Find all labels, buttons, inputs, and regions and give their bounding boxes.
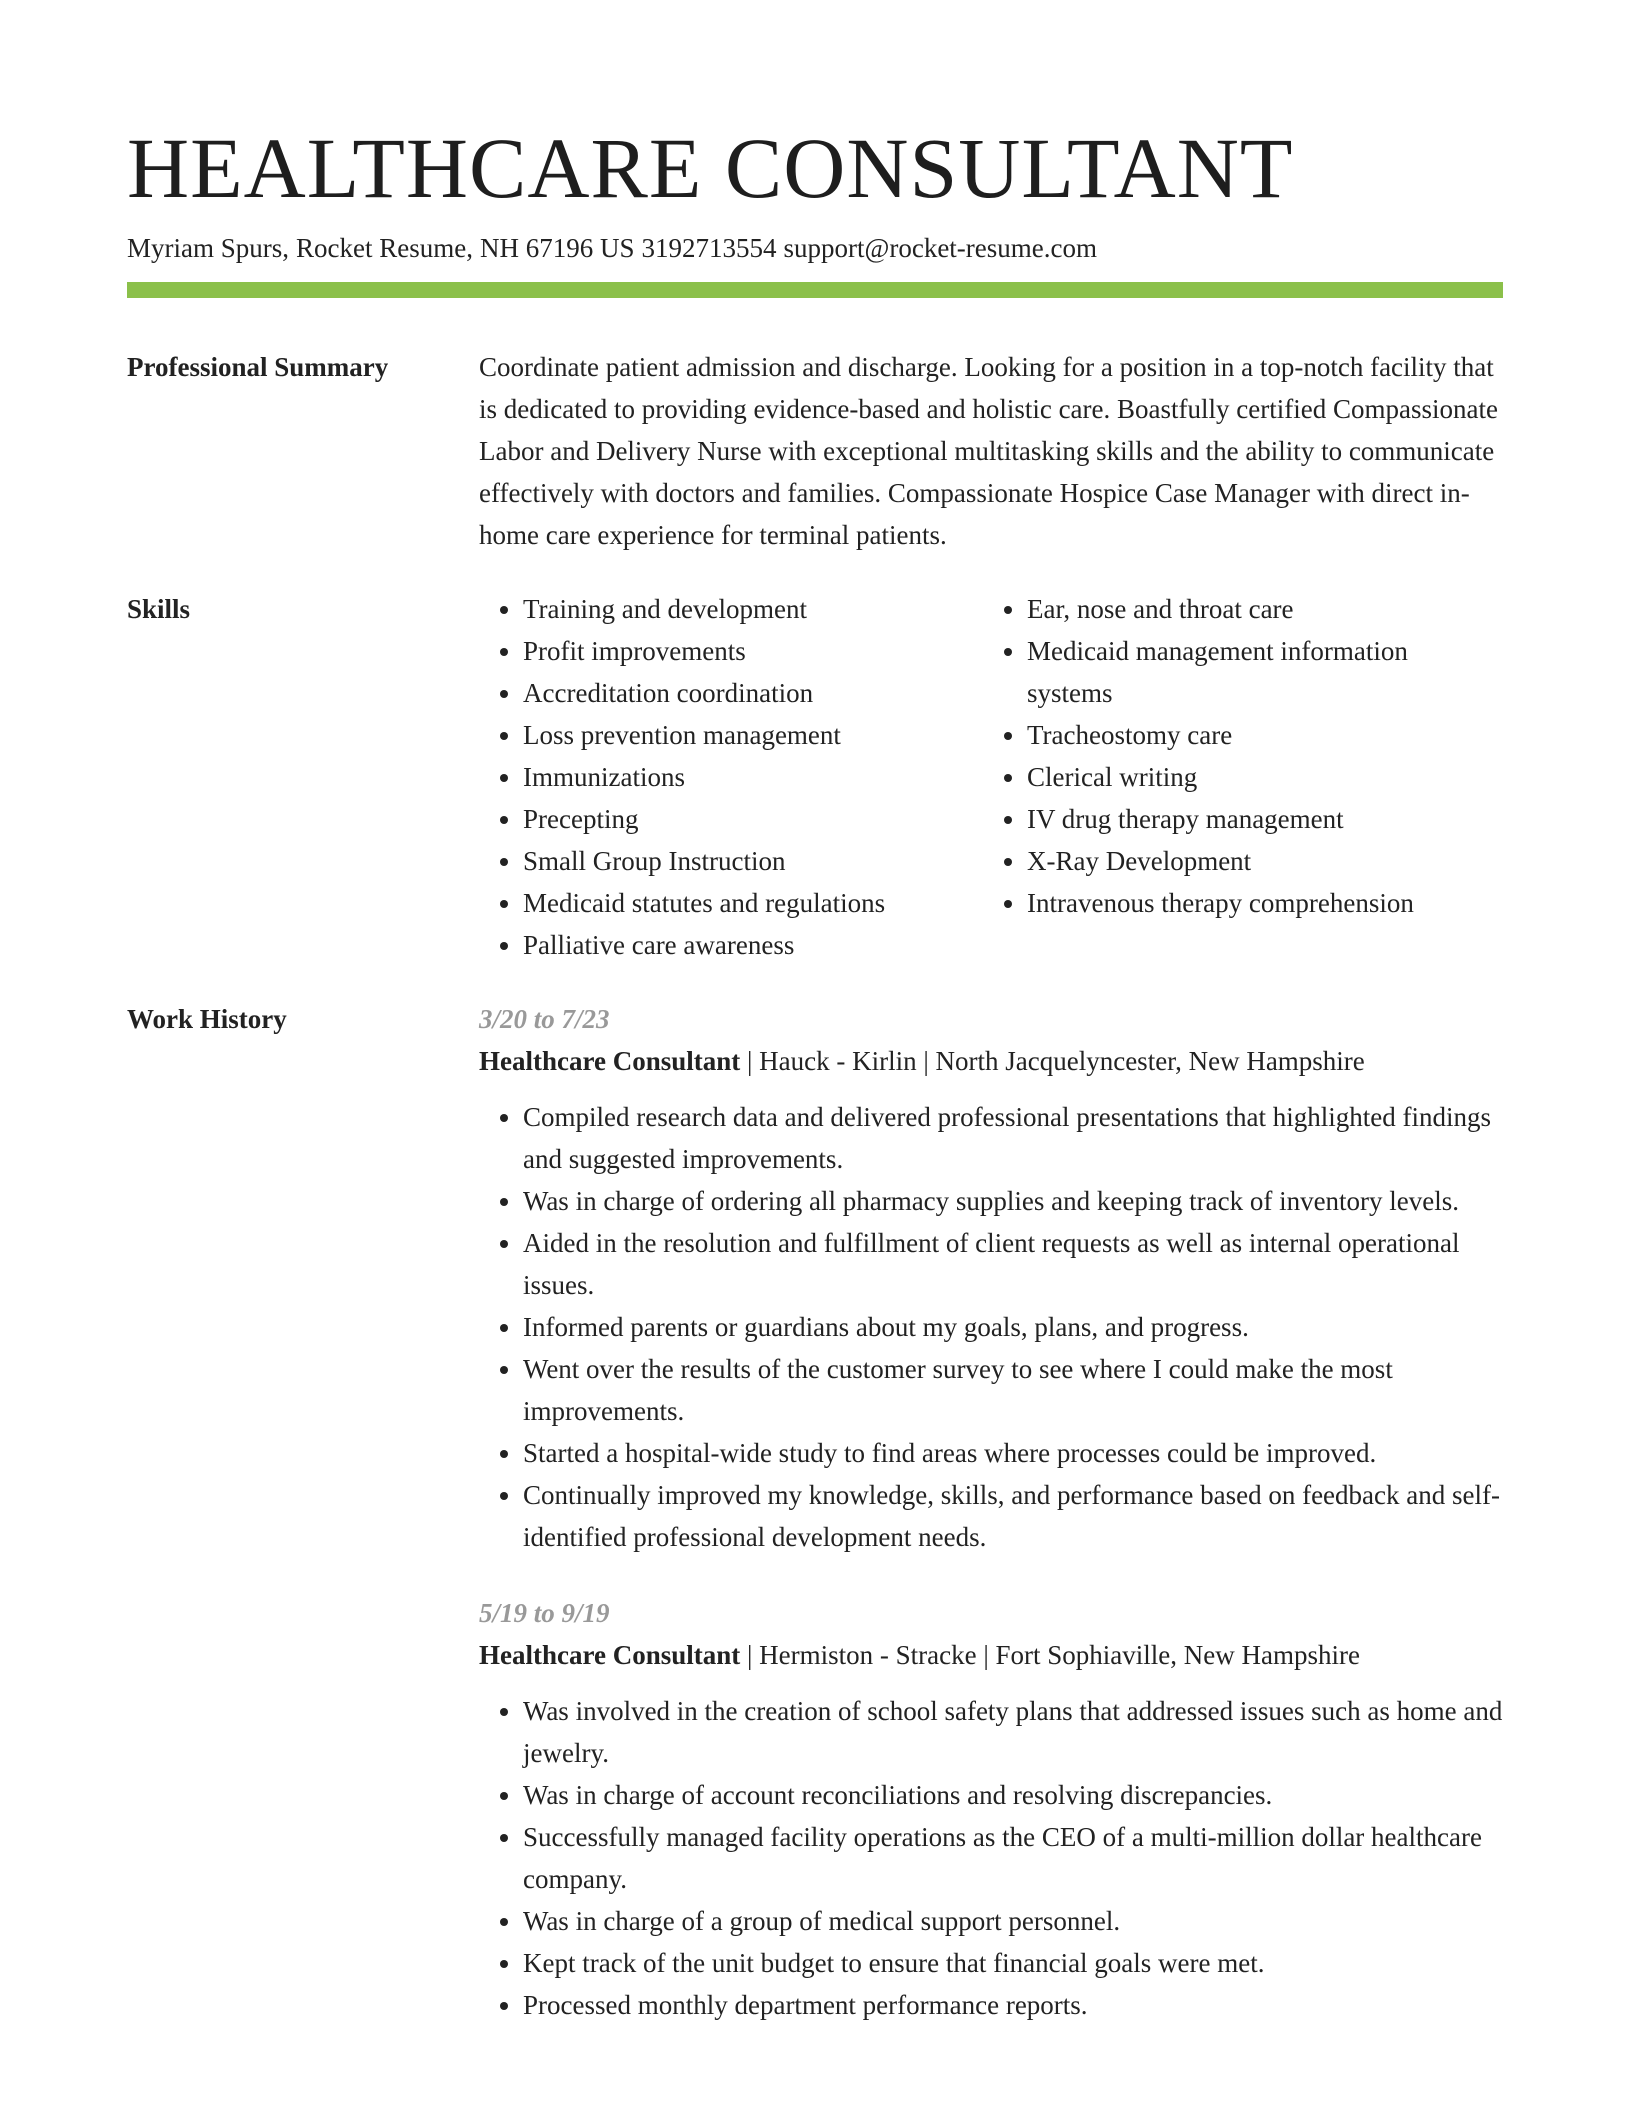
summary-text: Coordinate patient admission and discharge. Looking for a position in a top-notch facility that is dedicated to providing evidence-based and holistic care. Boastfully certified Compassionate Labor and Delivery Nurse with exceptional multitasking skills and the ability to communicate effectively with doctors and families. Compassionate Hospice Case Manager with direct in-home care experience for terminal patients. [479,352,1498,550]
job-bullet-list [479,1096,1503,1558]
skill-item: • Medicaid statutes and regulations [523,882,983,924]
job-title: Healthcare Consultant [479,1046,741,1076]
job-location: North Jacquelyncester, New Hampshire [935,1046,1365,1076]
job-bullet: • Processed monthly department performance reports. [523,1984,1503,2026]
job-company: Hermiston - Stracke [759,1640,977,1670]
job-bullet: • Was in charge of ordering all pharmacy supplies and keeping track of inventory levels. [523,1180,1503,1222]
jobs-list [479,998,1503,2060]
summary-heading: Professional Summary [127,352,389,382]
skill-item: • Immunizations [523,756,983,798]
skill-item: • X-Ray Development [1027,840,1487,882]
skill-item: • Palliative care awareness [523,924,983,966]
job-bullet: • Was involved in the creation of school safety plans that addressed issues such as home and jewelry. [523,1690,1503,1774]
accent-divider [127,282,1503,298]
contact-name: Myriam Spurs, [127,233,289,263]
job-dates: 3/20 to 7/23 [479,1004,610,1034]
contact-company: Rocket Resume, [296,233,473,263]
job-location: Fort Sophiaville, New Hampshire [995,1640,1360,1670]
work-history-heading: Work History [127,1004,287,1034]
job-heading: Healthcare Consultant | Hauck - Kirlin | North Jacquelyncester, New Hampshire [479,1046,1365,1076]
skill-item: • Training and development [523,588,983,630]
job-company: Hauck - Kirlin [759,1046,917,1076]
skill-item: • IV drug therapy management [1027,798,1487,840]
skills-list-left [479,588,983,966]
skill-item: • Precepting [523,798,983,840]
skill-item: • Profit improvements [523,630,983,672]
job-bullet-list [479,1690,1503,2026]
job-bullet: • Was in charge of account reconciliations and resolving discrepancies. [523,1774,1503,1816]
skills-heading: Skills [127,594,191,624]
job-bullet: • Continually improved my knowledge, skills, and performance based on feedback and self-identified professional development needs. [523,1474,1503,1558]
skill-item: • Clerical writing [1027,756,1487,798]
skill-item: • Accreditation coordination [523,672,983,714]
resume-title: HEALTHCARE CONSULTANT [127,120,1294,216]
job-bullet: • Started a hospital-wide study to find areas where processes could be improved. [523,1432,1503,1474]
contact-email: support@rocket-resume.com [783,233,1098,263]
contact-line [127,230,1503,266]
skill-item: • Ear, nose and throat care [1027,588,1487,630]
job-heading: Healthcare Consultant | Hermiston - Stracke | Fort Sophiaville, New Hampshire [479,1640,1360,1670]
skill-item: • Intravenous therapy comprehension [1027,882,1487,924]
skill-item: • Tracheostomy care [1027,714,1487,756]
job-bullet: • Compiled research data and delivered professional presentations that highlighted findings and suggested improvements. [523,1096,1503,1180]
skill-item: • Small Group Instruction [523,840,983,882]
skills-section [127,588,1503,966]
job-dates: 5/19 to 9/19 [479,1598,610,1628]
work-history-section [127,998,1503,2060]
job-bullet: • Successfully managed facility operations as the CEO of a multi-million dollar healthcare company. [523,1816,1503,1900]
job-entry [479,998,1503,1558]
contact-phone: 3192713554 [641,233,777,263]
summary-section [127,346,1503,556]
job-bullet: • Informed parents or guardians about my goals, plans, and progress. [523,1306,1503,1348]
skill-item: • Loss prevention management [523,714,983,756]
skills-list-right [983,588,1487,966]
job-entry [479,1592,1503,2026]
job-bullet: • Was in charge of a group of medical support personnel. [523,1900,1503,1942]
skill-item: • Medicaid management information systems [1027,630,1487,714]
job-bullet: • Aided in the resolution and fulfillment of client requests as well as internal operational issues. [523,1222,1503,1306]
job-title: Healthcare Consultant [479,1640,741,1670]
contact-location: NH 67196 US [479,233,635,263]
job-bullet: • Kept track of the unit budget to ensure that financial goals were met. [523,1942,1503,1984]
job-bullet: • Went over the results of the customer survey to see where I could make the most improvements. [523,1348,1503,1432]
resume-page [127,118,1503,2060]
